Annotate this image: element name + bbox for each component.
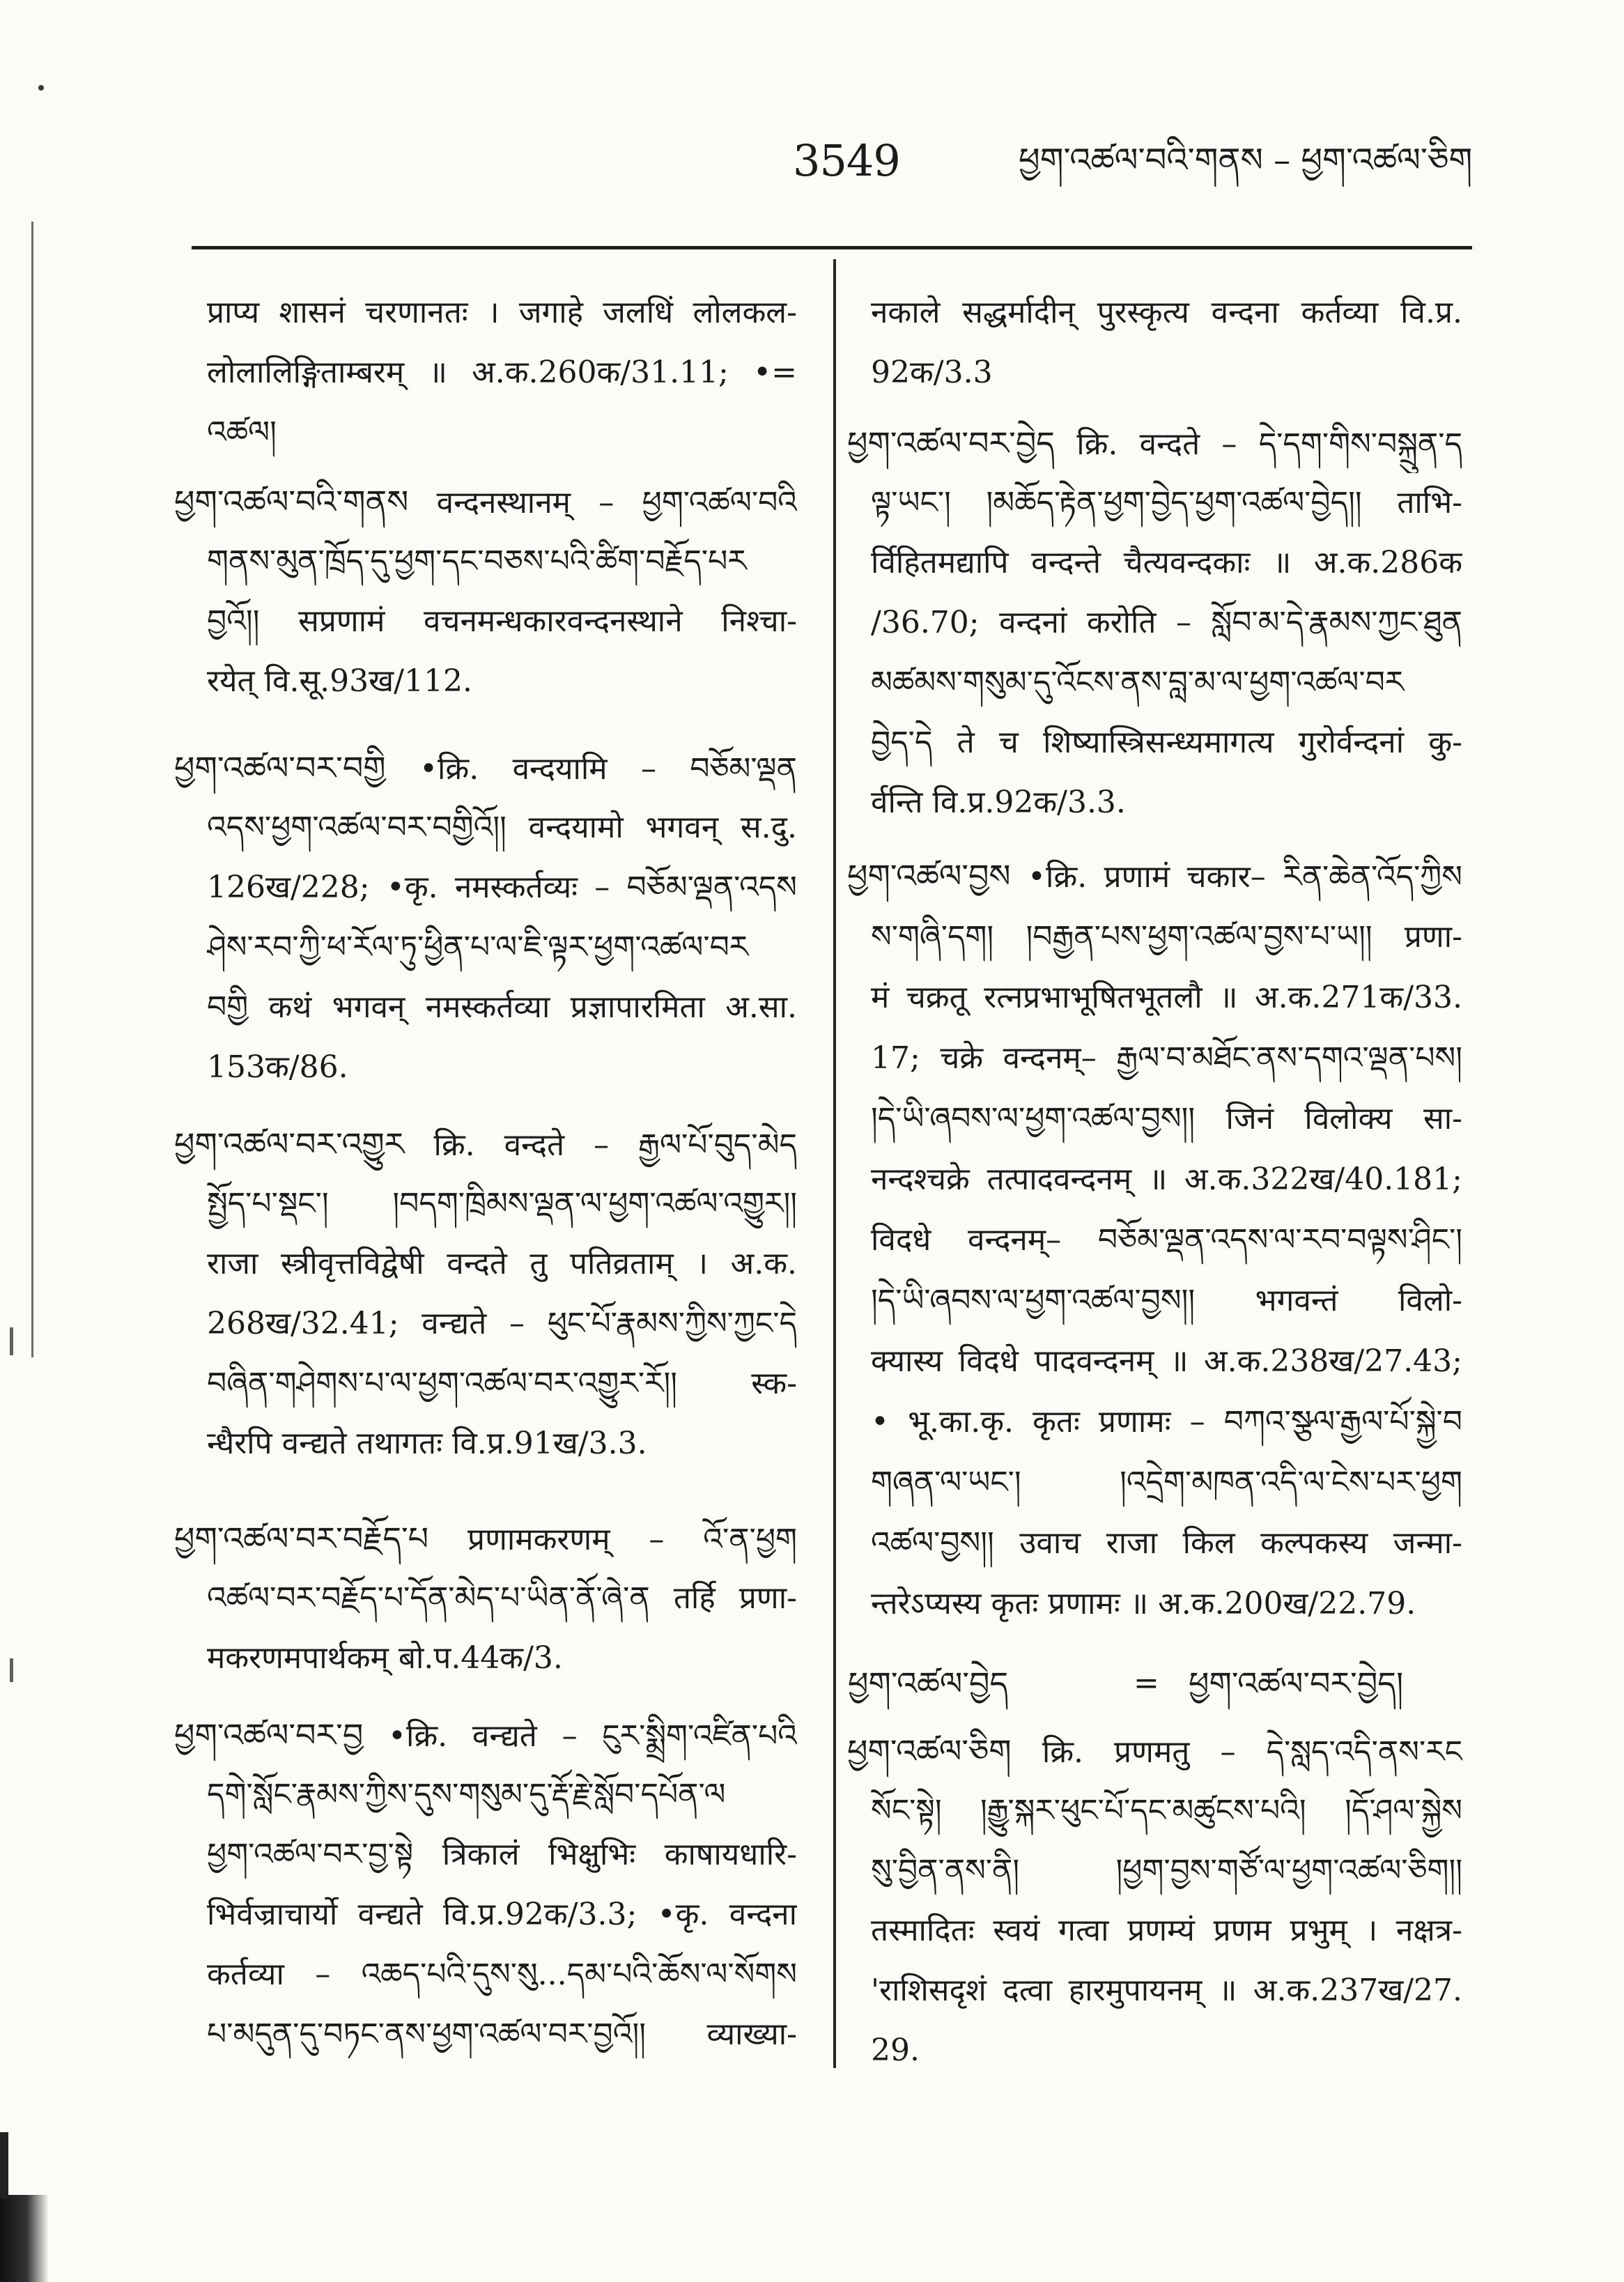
entry-line: नन्दश्चक्रे तत्पादवन्दनम् ॥ अ.क.322ख/40.181;: [871, 1162, 1462, 1197]
headword: ཕྱག་འཚལ་བྱས: [847, 857, 1011, 895]
entry-line: र्वन्ति वि.प्र.92क/3.3.: [871, 785, 1126, 820]
entry-line: 153क/86.: [207, 1049, 348, 1085]
scan-artifact: [38, 85, 44, 91]
entry: [174, 472, 797, 711]
headword: ཕྱག་འཚལ་བར་བྱ: [174, 1716, 364, 1754]
entry-line: क्यास्य विदधे पादवन्दनम् ॥ अ.क.238ख/27.43;: [871, 1343, 1462, 1379]
entry-line-text: •क्रि. प्रणामं चकार– རིན་ཆེན་འོད་ཀྱིས: [1028, 859, 1462, 895]
entry-line: मकरणमपार्थकम् बो.प.44क/3.: [207, 1640, 563, 1676]
entry-line: པ་མདུན་དུ་བཏང་ནས་ཕྱག་འཚལ་བར་བྱའོ།། व्याख्या-: [207, 2017, 797, 2052]
page-number: 3549: [793, 135, 900, 186]
entry-line: 'राशिसदृशं दत्वा हारमुपायनम् ॥ अ.क.237ख/27.: [871, 1973, 1462, 2008]
entry-line: 17; चक्रे वन्दनम्– རྒྱལ་བ་མཐོང་ནས་དགའ་ལྡན་པས།: [871, 1040, 1462, 1076]
entry-line: འཚལ་བྱས།། उवाच राजा किल कल्पकस्य जन्मा-: [871, 1525, 1462, 1561]
headword: ཕྱག་འཚལ་བར་བརྗོད་པ: [174, 1520, 429, 1557]
entry-line-text: क्रि. प्रणमतु – དེ་སླད་འདི་ནས་རང: [1042, 1734, 1462, 1770]
entry-line: ཕྱག་འཚལ་བར་བྱ་སྟེ त्रिकालं भिक्षुभिः काषायधारि-: [207, 1837, 797, 1872]
entry-line: [174, 1705, 797, 1765]
left-column-continuation: [207, 283, 797, 463]
entry: [847, 1721, 1462, 2081]
entry: [847, 413, 1462, 833]
cross-reference-line: [848, 1653, 1462, 1713]
entry-line: [174, 472, 797, 532]
entry-line: འཚལ་བར་བརྗོད་པ་དོན་མེད་པ་ཡིན་ནོ་ཞེ་ན तर्हि प्रणा-: [207, 1580, 797, 1616]
entry-line: 126ख/228; •कृ. नमस्कर्तव्यः – བཅོམ་ལྡན་འདས: [207, 870, 797, 905]
continuation-line: प्राप्य शासनं चरणानतः । जगाहे जलधिं लोलकल-: [207, 295, 797, 330]
entry-line: སོང་སྟེ། །རྒྱུ་སྐར་ཕུང་པོ་དང་མཚུངས་པའི། །དོ་ཤལ་སྐྱེས: [871, 1793, 1462, 1828]
entry-line-text: प्रणामकरणम् – འོ་ན་ཕྱག: [467, 1522, 797, 1557]
headword: ཕྱག་འཚལ་བར་འགྱུར: [174, 1125, 405, 1163]
scan-artifact: [10, 1658, 13, 1682]
entry-line: • भू.का.कृ. कृतः प्रणामः – བཀའ་སྩལ་རྒྱལ་པོ་སྐྱེ་བ: [871, 1404, 1462, 1440]
headword: ཕྱག་འཚལ་བར་བགྱི: [174, 749, 386, 787]
entry-line: तस्मादितः स्वयं गत्वा प्रणम्यं प्रणम प्रभुम् । नक्षत्र-: [871, 1913, 1462, 1948]
entry-line: राजा स्त्रीवृत्तविद्वेषी वन्दते तु पतिव्रताम् । अ.क.: [207, 1246, 797, 1281]
scan-artifact: [0, 2195, 49, 2282]
cross-reference-target: ཕྱག་འཚལ་བར་བྱེད།: [1189, 1665, 1404, 1702]
entry: [174, 738, 797, 1097]
entry: [174, 1509, 797, 1688]
scan-artifact: [10, 1327, 13, 1355]
entry-line: कर्तव्या – འཆད་པའི་དུས་སུ...དམ་པའི་ཆོས་ལ་སོགས: [207, 1957, 797, 1992]
entry-line: /36.70; वन्दनां करोति – སློབ་མ་དེ་རྣམས་ཀྱང་ཐུན: [871, 605, 1462, 640]
entry-line: །དེ་ཡི་ཞབས་ལ་ཕྱག་འཚལ་བྱས།། भगवन्तं विलो-: [871, 1283, 1462, 1318]
entry-line: ལྟ་ཡང་། །མཆོད་རྟེན་ཕྱག་བྱེད་ཕྱག་འཚལ་བྱེད།། ताभि-: [871, 485, 1462, 521]
entry-line: [174, 1114, 797, 1174]
continuation-line: नकाले सद्धर्मादीन् पुरस्कृत्य वन्दना कर्तव्या वि.प्र.: [871, 295, 1462, 330]
entry-line: མཚམས་གསུམ་དུ་འོངས་ནས་བླ་མ་ལ་ཕྱག་འཚལ་བར: [871, 665, 1405, 700]
entry-line: न्धैरपि वन्द्यते तथागतः वि.प्र.91ख/3.3.: [207, 1426, 647, 1461]
entry: [174, 1705, 797, 2065]
running-head: ཕྱག་འཚལ་བའི་གནས – ཕྱག་འཚལ་ཅིག: [1019, 141, 1473, 180]
entry-line-text: क्रि. वन्दते – དེ་དག་གིས་བསྐྲུན་ད: [1076, 426, 1462, 462]
entry-line: །དེ་ཡི་ཞབས་ལ་ཕྱག་འཚལ་བྱས།། जिनं विलोक्य सा-: [871, 1101, 1462, 1136]
entry-line-text: क्रि. वन्दते – རྒྱལ་པོ་བུད་མེད: [433, 1127, 797, 1163]
entry-line: བགྱི कथं भगवन् नमस्कर्तव्या प्रज्ञापारमिता अ.सा.: [207, 989, 797, 1025]
cross-reference-entry: [848, 1653, 1462, 1713]
entry-line: [847, 846, 1462, 907]
entry-line: 268ख/32.41; वन्द्यते – ཕུང་པོ་རྣམས་ཀྱིས་ཀྱང་དེ: [207, 1306, 797, 1341]
entry-line: བྱའོ།། सप्रणामं वचनमन्धकारवन्दनस्थाने निश्चा-: [207, 603, 797, 639]
entry-line: [847, 413, 1462, 473]
entry-line: སྤྱོད་པ་སྡང་། །བདག་ཁྲིམས་ལྡན་ལ་ཕྱག་འཚལ་འགྱུར།།: [207, 1186, 797, 1221]
entry-line: भिर्वज्राचार्यो वन्द्यते वि.प्र.92क/3.3; •कृ. वन्दना: [207, 1897, 797, 1932]
entry-line: བཞིན་གཤེགས་པ་ལ་ཕྱག་འཚལ་བར་འགྱུར་རོ།། स्क-: [207, 1366, 797, 1401]
equals-sign: =: [1134, 1665, 1159, 1701]
entry-line: 29.: [871, 2033, 920, 2068]
entry-line: གཞན་ལ་ཡང་། །འདྲེག་མཁན་འདི་ལ་ངེས་པར་ཕྱག: [871, 1465, 1462, 1500]
entry-line: [847, 1721, 1462, 1781]
entry-line: [174, 1509, 797, 1568]
entry-line: विदधे वन्दनम्– བཅོམ་ལྡན་འདས་ལ་རབ་བལྟས་ཤིང་།: [871, 1222, 1462, 1258]
entry-line: དགེ་སློང་རྣམས་ཀྱིས་དུས་གསུམ་དུ་རྡོ་རྗེ་སློབ་དཔོན་ལ: [207, 1777, 726, 1812]
entry-line: ས་གཞི་དག། །བརྒྱན་པས་ཕྱག་འཚལ་བྱས་པ་ཡ།། प्रणा-: [871, 919, 1462, 955]
entry-line: སུ་བྱིན་ནས་ནི། །ཕྱག་བྱས་གཙོ་ལ་ཕྱག་འཚལ་ཅིག།།: [871, 1853, 1462, 1888]
scan-artifact: [0, 2132, 8, 2198]
right-column-continuation: [871, 283, 1462, 403]
entry-line-text: •क्रि. वन्द्यते – ངུར་སྨྲིག་འཛིན་པའི: [388, 1718, 797, 1754]
entry: [174, 1114, 797, 1474]
header-rule: [192, 246, 1472, 249]
entry-line-text: •क्रि. वन्दयामि – བཅོམ་ལྡན: [419, 751, 797, 787]
entry-line: रयेत् वि.सू.93ख/112.: [207, 663, 472, 699]
entry-line: र्विहितमद्यापि वन्दन्ते चैत्यवन्दकाः ॥ अ.क.286क: [871, 545, 1462, 580]
entry-line: འདས་ཕྱག་འཚལ་བར་བགྱིའོ།། वन्दयामो भगवन् स.दु.: [207, 810, 797, 845]
entry-line: གནས་མུན་ཁྲོད་དུ་ཕྱག་དང་བཅས་པའི་ཚིག་བརྗོད་པར: [207, 543, 747, 579]
headword: ཕྱག་འཚལ་བའི་གནས: [174, 483, 409, 521]
entry-line: न्तरेऽप्यस्य कृतः प्रणामः ॥ अ.क.200ख/22.79.: [871, 1586, 1416, 1621]
entry: [847, 846, 1462, 1634]
headword: ཕྱག་འཚལ་ཅིག: [847, 1732, 1012, 1770]
headword: ཕྱག་འཚལ་བྱེད: [848, 1665, 1009, 1702]
entry-line: मं चक्रतू रत्नप्रभाभूषितभूतलौ ॥ अ.क.271क/33.: [871, 980, 1462, 1015]
entry-line: བྱེད་དེ ते च शिष्यास्त्रिसन्ध्यमागत्य गुरोर्वन्दनां कु-: [871, 725, 1462, 760]
continuation-line: འཚལ།: [207, 415, 277, 450]
entry-line-text: वन्दनस्थानम् – ཕྱག་འཚལ་བའི: [436, 485, 797, 521]
scan-artifact: [31, 222, 33, 1357]
entry-line: ཤེས་རབ་ཀྱི་ཕ་རོལ་ཏུ་ཕྱིན་པ་ལ་ཇི་ལྟར་ཕྱག་འཚལ་བར: [207, 930, 749, 965]
column-divider: [833, 259, 836, 2068]
entry-line: [174, 738, 797, 798]
headword: ཕྱག་འཚལ་བར་བྱེད: [847, 424, 1055, 462]
continuation-line: 92क/3.3: [871, 355, 993, 390]
continuation-line: लोलालिङ्गिताम्बरम् ॥ अ.क.260क/31.11; •=: [207, 355, 797, 390]
